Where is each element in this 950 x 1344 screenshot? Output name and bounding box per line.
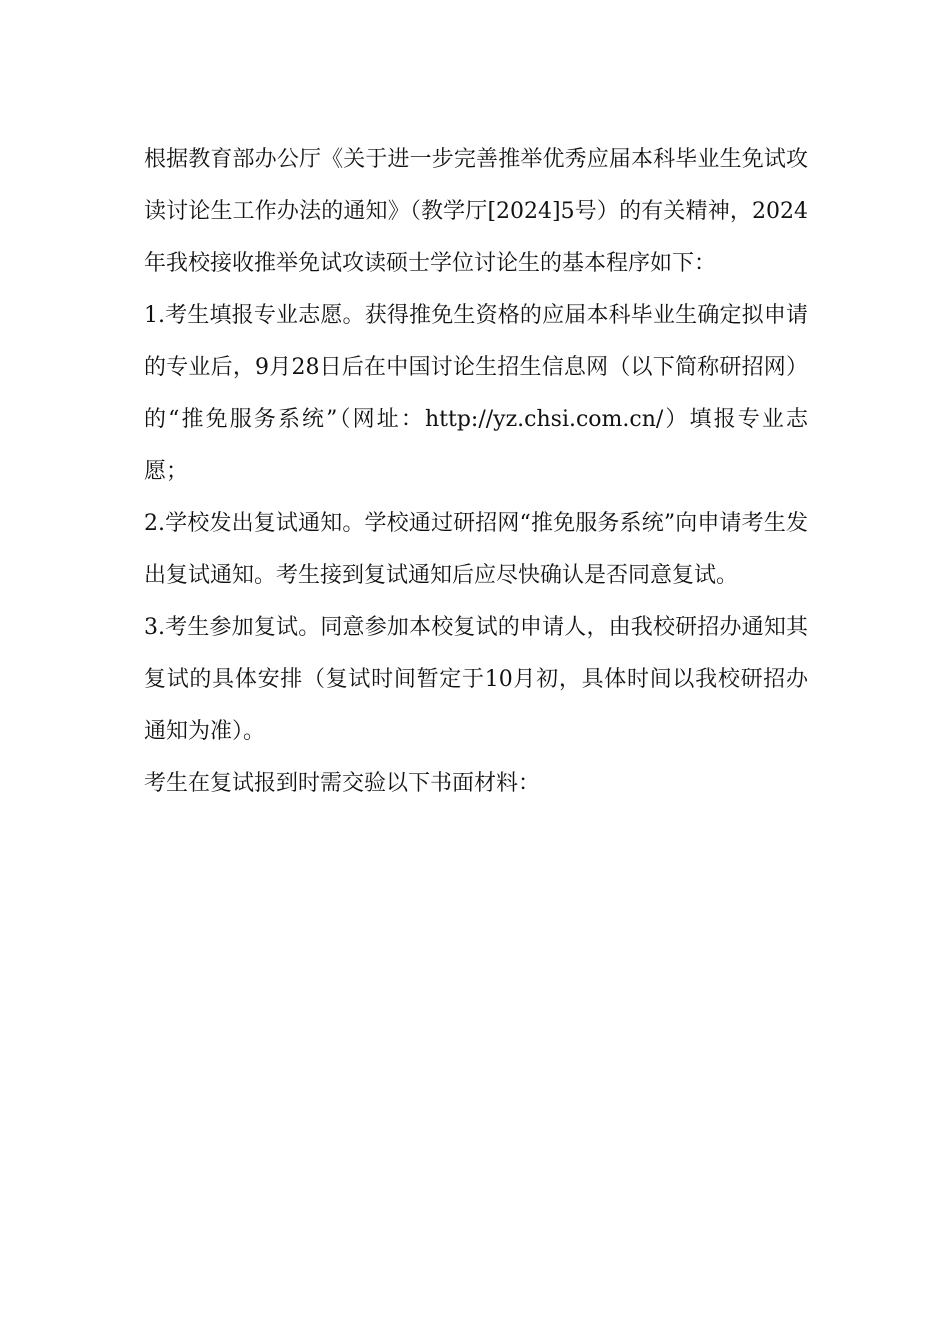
document-body bbox=[144, 134, 808, 810]
paragraph-step-3: 3.考生参加复试。同意参加本校复试的申请人，由我校研招办通知其复试的具体安排（复试时间暂定于10月初，具体时间以我校研招办通知为准）。 bbox=[144, 615, 808, 744]
paragraph-materials: 考生在复试报到时需交验以下书面材料： bbox=[144, 771, 541, 796]
paragraph-step-1: 1.考生填报专业志愿。获得推免生资格的应届本科毕业生确定拟申请的专业后，9月28日后在中国讨论生招生信息网（以下简称研招网）的“推免服务系统”（网址：http://yz.chsi.com.cn/）填报专业志愿； bbox=[144, 303, 808, 484]
paragraph-intro: 根据教育部办公厅《关于进一步完善推举优秀应届本科毕业生免试攻读讨论生工作办法的通知》（教学厅[2024]5号）的有关精神，2024年我校接收推举免试攻读硕士学位讨论生的基本程序如下： bbox=[144, 147, 808, 276]
paragraph-step-2: 2.学校发出复试通知。学校通过研招网“推免服务系统”向申请考生发出复试通知。考生接到复试通知后应尽快确认是否同意复试。 bbox=[144, 511, 808, 588]
